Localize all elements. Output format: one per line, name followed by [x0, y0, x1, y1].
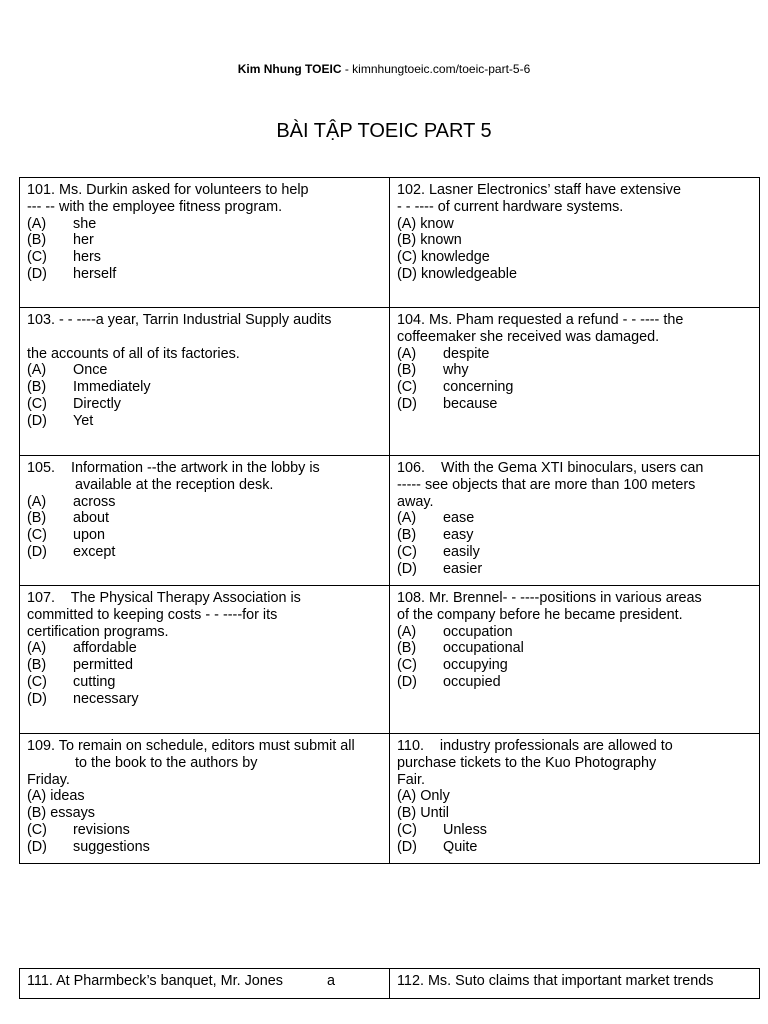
option-letter: (A)	[397, 215, 417, 232]
option-letter: (C)	[27, 395, 47, 412]
question-stem: 112. Ms. Suto claims that important market trends	[397, 973, 714, 989]
option-a	[27, 640, 382, 657]
option-text: Directly	[73, 395, 121, 412]
option-a	[27, 788, 382, 805]
questions-table	[19, 177, 760, 864]
option-letter: (D)	[27, 412, 47, 429]
option-letter: (B)	[397, 232, 417, 249]
option-letter: (A)	[397, 345, 417, 362]
option-letter: (A)	[27, 215, 47, 232]
question-stem: 108. Mr. Brennel- - ----positions in various areas of the company before he became president.	[397, 590, 702, 623]
option-letter: (C)	[397, 543, 417, 560]
question-stem: 104. Ms. Pham requested a refund - - ---- the coffeemaker she received was damaged.	[397, 312, 684, 345]
option-text: easy	[443, 527, 474, 544]
question-111	[20, 969, 390, 999]
question-stem: 109. To remain on schedule, editors must submit all to the book to the authors by Friday.	[27, 738, 355, 788]
question-stem: 105. Information --the artwork in the lobby is available at the reception desk.	[27, 460, 320, 493]
option-a	[27, 362, 382, 379]
option-c	[397, 544, 752, 561]
option-text: revisions	[73, 821, 130, 838]
option-text: known	[420, 232, 462, 249]
option-d	[27, 839, 382, 856]
option-b	[27, 232, 382, 249]
option-text: concerning	[443, 379, 514, 396]
option-text: across	[73, 493, 116, 510]
option-text: about	[73, 510, 110, 527]
option-c	[397, 249, 752, 266]
option-d	[397, 561, 752, 578]
option-text: occupation	[443, 623, 513, 640]
option-b	[27, 805, 382, 822]
option-c	[27, 249, 382, 266]
option-b	[27, 379, 382, 396]
option-a	[397, 510, 752, 527]
option-text: suggestions	[73, 838, 150, 855]
option-letter: (B)	[397, 362, 417, 379]
option-text: affordable	[73, 640, 137, 657]
question-107	[20, 586, 390, 734]
option-d	[27, 413, 382, 430]
question-112	[390, 969, 760, 999]
option-letter: (B)	[27, 657, 47, 674]
option-letter: (A)	[27, 362, 47, 379]
option-text: knowledge	[420, 249, 490, 266]
option-a	[27, 216, 382, 233]
option-text: why	[443, 362, 469, 379]
option-d	[397, 839, 752, 856]
option-letter: (A)	[397, 788, 417, 805]
option-letter: (B)	[27, 510, 47, 527]
option-text: hers	[73, 249, 101, 266]
option-d	[27, 266, 382, 283]
option-b	[397, 640, 752, 657]
question-stem: 102. Lasner Electronics’ staff have extensive - - ---- of current hardware systems.	[397, 182, 681, 215]
option-text: upon	[73, 527, 106, 544]
option-text: ideas	[50, 788, 85, 805]
question-105	[20, 456, 390, 586]
option-c	[27, 822, 382, 839]
option-text: occupied	[443, 673, 501, 690]
option-text: except	[73, 543, 116, 560]
question-102	[390, 178, 760, 308]
option-letter: (D)	[27, 543, 47, 560]
option-text: occupying	[443, 657, 508, 674]
option-text: Unless	[443, 821, 487, 838]
option-letter: (D)	[27, 838, 47, 855]
question-stem: 110. industry professionals are allowed to purchase tickets to the Kuo Photography Fair.	[397, 738, 673, 788]
option-letter: (C)	[397, 821, 417, 838]
option-text: Immediately	[73, 379, 151, 396]
option-text: her	[73, 232, 94, 249]
option-c	[397, 379, 752, 396]
question-109	[20, 734, 390, 864]
option-b	[397, 527, 752, 544]
option-text: because	[443, 395, 498, 412]
option-text: knowledgeable	[420, 265, 517, 282]
option-letter: (A)	[397, 510, 417, 527]
question-110	[390, 734, 760, 864]
option-letter: (C)	[27, 821, 47, 838]
header-url: - kimnhungtoeic.com/toeic-part-5-6	[341, 62, 531, 76]
option-text: know	[420, 215, 454, 232]
option-text: she	[73, 215, 97, 232]
option-b	[397, 805, 752, 822]
option-text: occupational	[443, 640, 524, 657]
option-text: ease	[443, 510, 475, 527]
option-text: Yet	[73, 412, 94, 429]
option-b	[397, 362, 752, 379]
option-letter: (C)	[27, 527, 47, 544]
option-letter: (C)	[27, 673, 47, 690]
option-d	[397, 396, 752, 413]
question-106	[390, 456, 760, 586]
question-stem: 107. The Physical Therapy Association is committed to keeping costs - - ----for its certification programs.	[27, 590, 301, 640]
option-letter: (D)	[397, 673, 417, 690]
option-letter: (D)	[397, 395, 417, 412]
option-text: herself	[73, 265, 117, 282]
question-stem: 111. At Pharmbeck’s banquet, Mr. Jones a	[27, 973, 335, 989]
option-text: Quite	[443, 838, 478, 855]
question-stem: 101. Ms. Durkin asked for volunteers to help --- -- with the employee fitness program.	[27, 182, 309, 215]
option-b	[27, 657, 382, 674]
option-text: permitted	[73, 657, 133, 674]
option-letter: (A)	[27, 640, 47, 657]
option-letter: (B)	[397, 527, 417, 544]
option-text: Once	[73, 362, 108, 379]
question-104	[390, 308, 760, 456]
header-brand: Kim Nhung TOEIC	[237, 62, 342, 76]
question-103	[20, 308, 390, 456]
option-letter: (B)	[27, 805, 47, 822]
option-d	[27, 544, 382, 561]
option-d	[397, 266, 752, 283]
option-text: easily	[443, 543, 480, 560]
option-text: despite	[443, 345, 490, 362]
option-letter: (D)	[27, 265, 47, 282]
option-letter: (B)	[397, 805, 417, 822]
option-text: necessary	[73, 690, 139, 707]
option-c	[27, 674, 382, 691]
option-letter: (D)	[27, 690, 47, 707]
option-letter: (C)	[397, 657, 417, 674]
option-letter: (A)	[27, 788, 47, 805]
option-letter: (C)	[397, 379, 417, 396]
question-stem: 103. - - ----a year, Tarrin Industrial Supply audits	[27, 312, 332, 328]
option-c	[27, 527, 382, 544]
option-letter: (A)	[27, 493, 47, 510]
option-a	[27, 494, 382, 511]
option-letter: (C)	[27, 249, 47, 266]
questions-table-next-page	[19, 968, 760, 999]
option-b	[397, 232, 752, 249]
question-108	[390, 586, 760, 734]
option-letter: (A)	[397, 623, 417, 640]
option-a	[397, 216, 752, 233]
option-d	[27, 691, 382, 708]
option-text: essays	[50, 805, 95, 822]
option-letter: (B)	[27, 232, 47, 249]
option-letter: (B)	[27, 379, 47, 396]
page-header	[0, 62, 768, 76]
option-letter: (D)	[397, 838, 417, 855]
option-b	[27, 510, 382, 527]
option-letter: (D)	[397, 265, 417, 282]
option-c	[397, 822, 752, 839]
question-stem-continued: the accounts of all of its factories.	[27, 345, 240, 362]
option-letter: (C)	[397, 249, 417, 266]
option-c	[27, 396, 382, 413]
option-text: cutting	[73, 673, 116, 690]
option-letter: (B)	[397, 640, 417, 657]
option-text: easier	[443, 560, 483, 577]
option-a	[397, 788, 752, 805]
option-c	[397, 657, 752, 674]
option-a	[397, 346, 752, 363]
question-stem: 106. With the Gema XTI binoculars, users can ----- see objects that are more than 100 meters away.	[397, 460, 704, 510]
option-letter: (D)	[397, 560, 417, 577]
option-a	[397, 624, 752, 641]
option-text: Until	[420, 805, 449, 822]
question-101	[20, 178, 390, 308]
option-d	[397, 674, 752, 691]
page-title: BÀI TẬP TOEIC PART 5	[276, 120, 492, 142]
option-text: Only	[420, 788, 450, 805]
